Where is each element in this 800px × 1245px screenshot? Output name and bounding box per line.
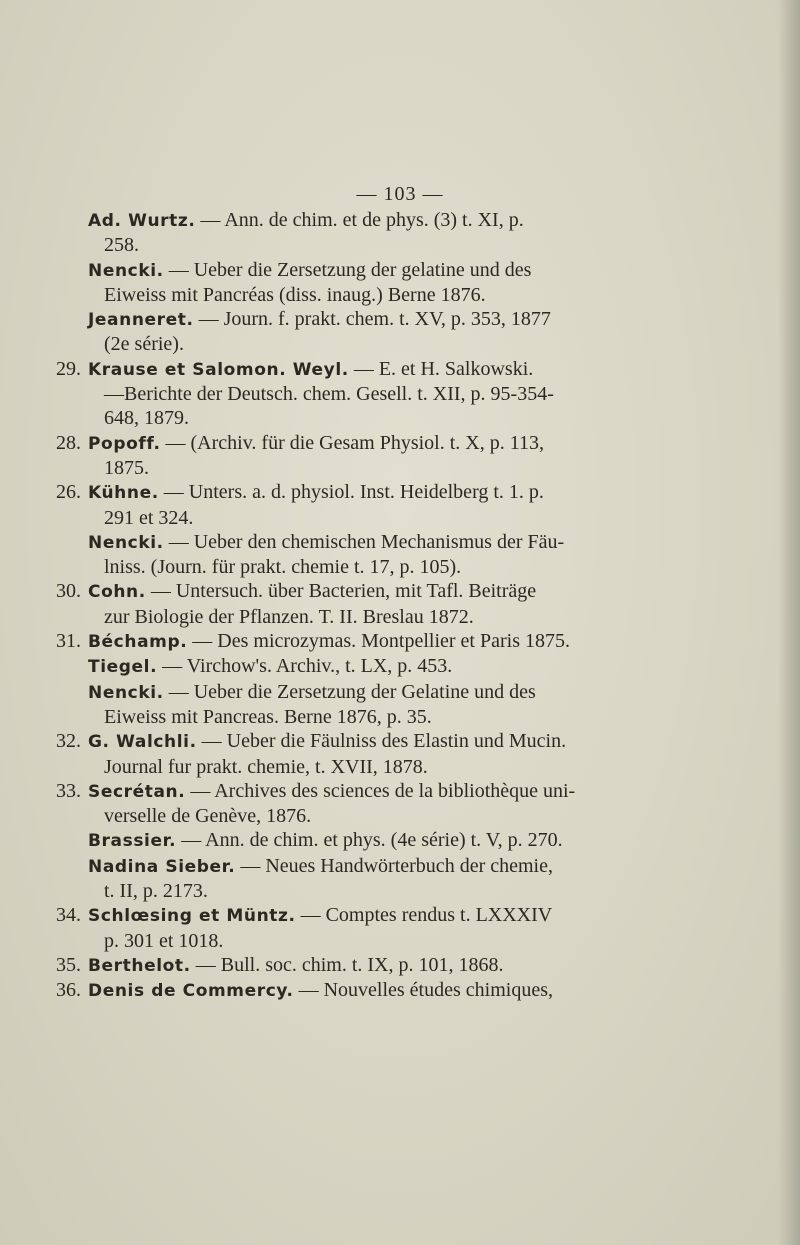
entry-citation: — Ueber die Zersetzung der Gelatine und des [163,680,536,703]
entry-citation: — Ann. de chim. et de phys. (3) t. XI, p. [195,209,524,231]
entry-continuation: 648, 1879. [104,407,189,430]
entry-number: 35. [56,953,81,976]
entry-citation: — Bull. soc. chim. t. IX, p. 101, 1868. [190,953,504,976]
entry-citation: — Archives des sciences de la bibliothèque uni- [185,779,576,802]
entry-continuation: zur Biologie der Pflanzen. T. II. Breslau 1872. [104,605,474,628]
entry-citation: — Ann. de chim. et phys. (4e série) t. V, p. 270. [176,829,563,852]
entry-continuation: (2e série). [104,333,184,356]
entry-citation: — Des microzymas. Montpellier et Paris 1875. [187,630,570,653]
entry-continuation: Journal fur prakt. chemie, t. XVII, 1878. [104,755,428,778]
bibliography-entry [56,854,746,904]
entry-author: Denis de Commercy. [88,981,294,1002]
entry-first-line [88,953,746,978]
entry-number: 33. [56,779,81,802]
bibliography-entry [56,208,746,258]
entry-author: Cohn. [88,582,146,603]
entry-author: Nadina Sieber. [88,856,236,877]
entry-first-line [88,654,746,679]
entry-first-line [88,629,746,654]
entry-continuation: p. 301 et 1018. [104,929,224,952]
entry-number: 30. [56,580,81,603]
entry-author: Béchamp. [88,632,188,653]
entry-author: Krause et Salomon. Weyl. [88,359,349,380]
entry-continuation: 258. [104,234,139,257]
bibliography-entry [56,258,746,308]
entry-number: 31. [56,630,81,653]
bibliography-entry [56,828,746,853]
entry-continuation: Eiweiss mit Pancreas. Berne 1876, p. 35. [104,705,432,728]
entry-number: 28. [56,431,81,454]
bibliography-entry [56,307,746,357]
entry-first-line [88,480,746,505]
entry-citation: — Ueber die Zersetzung der gelatine und des [163,258,532,281]
entry-author: Nencki. [88,260,164,281]
entry-continuation: verselle de Genève, 1876. [104,805,312,828]
entry-citation: — Ueber die Fäulniss des Elastin und Mucin. [196,730,567,753]
entry-number: 34. [56,904,81,927]
entry-author: Nencki. [88,532,164,553]
bibliography-entry [56,779,746,829]
entry-continuation: t. II, p. 2173. [104,880,208,903]
entry-citation: — (Archiv. für die Gesam Physiol. t. X, p. 113, [160,431,544,454]
entry-citation: — Journ. f. prakt. chem. t. XV, p. 353, 1877 [193,308,551,331]
entry-author: Ad. Wurtz. [88,211,196,231]
entry-author: Secrétan. [88,781,186,802]
entry-citation: — Nouvelles études chimiques, [293,979,553,1002]
entry-first-line [88,307,746,332]
entry-citation: — Untersuch. über Bacterien, mit Tafl. Beiträge [145,580,537,603]
entry-first-line [88,579,746,604]
bibliography-entry [56,953,746,978]
entry-author: Brassier. [88,831,177,852]
entry-continuation: —Berichte der Deutsch. chem. Gesell. t. XII, p. 95-354- [104,383,554,406]
entry-citation: — Comptes rendus t. LXXXIV [295,904,553,927]
bibliography-entry [56,629,746,654]
entry-citation: — Unters. a. d. physiol. Inst. Heidelberg t. 1. p. [158,481,544,504]
entry-first-line [88,779,746,804]
entry-author: G. Walchli. [88,732,197,753]
bibliography-list [56,208,746,1004]
entry-first-line [88,357,746,382]
entry-first-line [88,680,746,705]
entry-first-line [88,530,746,555]
entry-number: 32. [56,730,81,753]
bibliography-entry [56,903,746,953]
bibliography-entry [56,530,746,580]
entry-author: Popoff. [88,433,161,454]
entry-citation: — E. et H. Salkowski. [348,357,534,380]
entry-continuation: Eiweiss mit Pancréas (diss. inaug.) Berne 1876. [104,283,486,306]
entry-number: 26. [56,481,81,504]
entry-first-line [88,978,746,1003]
entry-citation: — Virchow's. Archiv., t. LX, p. 453. [157,655,453,678]
bibliography-entry [56,579,746,629]
entry-first-line [88,854,746,879]
entry-citation: — Neues Handwörterbuch der chemie, [235,854,553,877]
entry-author: Kühne. [88,483,159,504]
entry-first-line [88,208,746,233]
entry-citation: — Ueber den chemischen Mechanismus der Fäu- [163,530,565,553]
page-number: — 103 — [356,183,444,205]
bibliography-entry [56,729,746,779]
entry-continuation: 1875. [104,456,149,479]
entry-continuation: lniss. (Journ. für prakt. chemie t. 17, p. 105). [104,556,462,579]
entry-number: 36. [56,979,81,1002]
entry-author: Nencki. [88,682,164,703]
entry-author: Tiegel. [88,657,158,678]
bibliography-entry [56,654,746,679]
bibliography-entry [56,680,746,730]
entry-number: 29. [56,357,81,380]
bibliography-entry [56,431,746,481]
entry-author: Berthelot. [88,955,191,976]
entry-author: Schlœsing et Müntz. [88,906,296,927]
entry-first-line [88,903,746,928]
entry-first-line [88,828,746,853]
entry-author: Jeanneret. [88,310,194,331]
entry-continuation: 291 et 324. [104,506,194,529]
entry-first-line [88,729,746,754]
entry-first-line [88,431,746,456]
bibliography-entry [56,357,746,431]
bibliography-entry [56,978,746,1003]
bibliography-entry [56,480,746,530]
entry-first-line [88,258,746,283]
